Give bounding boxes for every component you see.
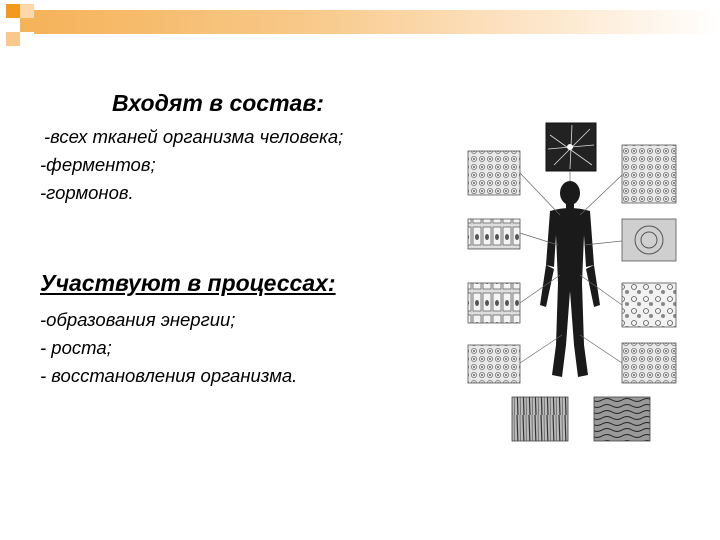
- list1-item-1: -всех тканей организма человека;: [44, 126, 344, 147]
- muscle-tissue-panel: [512, 397, 568, 441]
- top-gradient-bar: [34, 10, 720, 34]
- list1-item-2: -ферментов;: [40, 154, 156, 175]
- human-silhouette: [540, 181, 600, 377]
- corner-square-2: [20, 18, 34, 32]
- left-tissue-panels: [468, 141, 520, 383]
- list2-item-3: - восстановления организма.: [40, 365, 298, 386]
- list1-item-3: -гормонов.: [40, 182, 134, 203]
- smooth-muscle-panel: [594, 397, 650, 441]
- list2-item-2: - роста;: [40, 337, 112, 358]
- human-tissues-illustration: [462, 115, 684, 447]
- heading-composition: Входят в состав:: [112, 90, 324, 116]
- corner-square-4: [20, 4, 34, 18]
- heading-processes: Участвуют в процессах:: [40, 270, 336, 296]
- corner-square-3: [6, 32, 20, 46]
- right-tissue-panels: [622, 145, 676, 383]
- corner-square-1: [6, 4, 20, 18]
- list2-item-1: -образования энергии;: [40, 309, 236, 330]
